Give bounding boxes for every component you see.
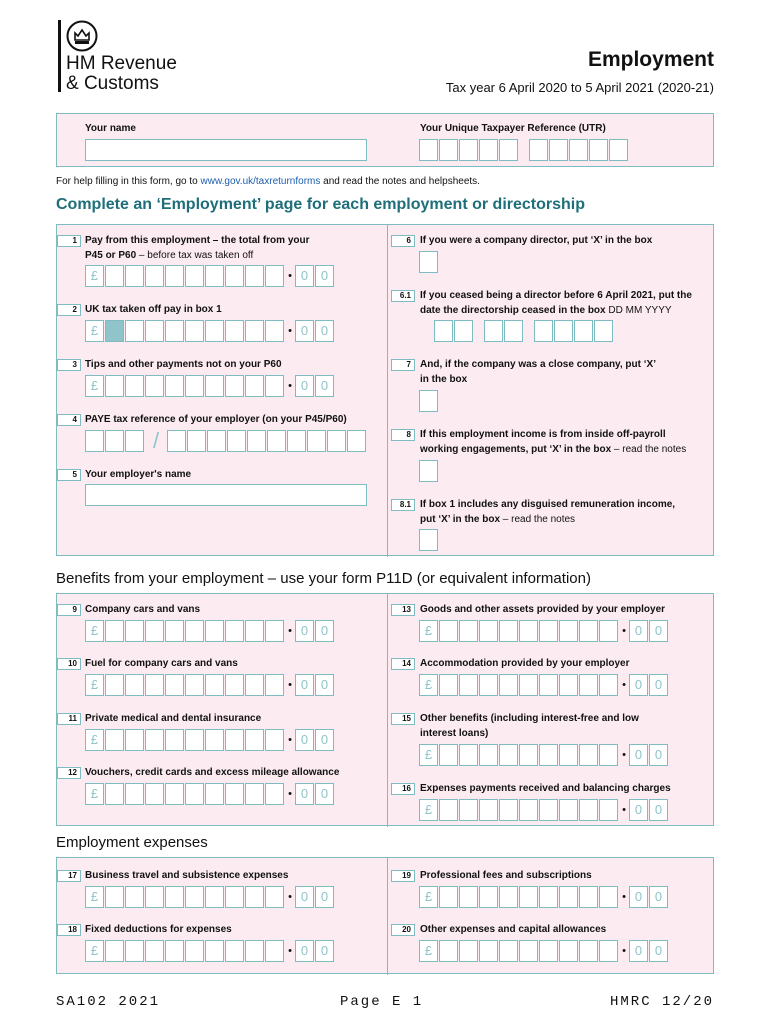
digit-cell bbox=[165, 729, 184, 751]
digit-cell bbox=[125, 886, 144, 908]
benefits-heading: Benefits from your employment – use your form P11D (or equivalent information) bbox=[56, 570, 591, 587]
digit-cell bbox=[439, 620, 458, 642]
pence-cell: 0 bbox=[315, 940, 334, 962]
pence-cell: 0 bbox=[649, 799, 668, 821]
digit-cell bbox=[165, 886, 184, 908]
digit-cell bbox=[105, 320, 124, 342]
pound-sign: £ bbox=[419, 620, 438, 642]
box-8-1-label: If box 1 includes any disguised remuneration income, put ‘X’ in the box – read the notes bbox=[420, 499, 676, 525]
crown-crest-icon bbox=[66, 20, 98, 52]
box-7-checkbox[interactable] bbox=[419, 390, 439, 412]
digit-cell bbox=[499, 620, 518, 642]
digit-cell bbox=[579, 799, 598, 821]
box-16-number: 16 bbox=[391, 783, 415, 795]
box-6-checkbox[interactable] bbox=[419, 251, 439, 273]
digit-cell bbox=[185, 620, 204, 642]
decimal-point: • bbox=[622, 679, 626, 691]
box-19-input[interactable] bbox=[419, 886, 669, 908]
decimal-point: • bbox=[288, 788, 292, 800]
box-9-number: 9 bbox=[57, 604, 81, 616]
digit-cell bbox=[265, 620, 284, 642]
identity-panel bbox=[56, 113, 714, 167]
digit-cell bbox=[185, 674, 204, 696]
digit-cell bbox=[265, 783, 284, 805]
digit-cell bbox=[499, 674, 518, 696]
your-name-input[interactable] bbox=[85, 139, 367, 161]
digit-cell bbox=[225, 320, 244, 342]
digit-cell bbox=[245, 729, 264, 751]
pound-sign: £ bbox=[419, 674, 438, 696]
decimal-point: • bbox=[288, 734, 292, 746]
digit-cell bbox=[145, 265, 164, 287]
digit-cell bbox=[105, 265, 124, 287]
decimal-point: • bbox=[288, 891, 292, 903]
pence-cell: 0 bbox=[629, 940, 648, 962]
box-19-number: 19 bbox=[391, 870, 415, 882]
pound-sign: £ bbox=[419, 886, 438, 908]
pound-sign: £ bbox=[419, 744, 438, 766]
decimal-point: • bbox=[622, 891, 626, 903]
box-8-checkbox[interactable] bbox=[419, 460, 439, 482]
pound-sign: £ bbox=[419, 940, 438, 962]
decimal-point: • bbox=[288, 325, 292, 337]
box-15-input[interactable] bbox=[419, 744, 669, 766]
box-5-label: Your employer's name bbox=[85, 469, 192, 480]
digit-cell bbox=[225, 886, 244, 908]
digit-cell bbox=[225, 375, 244, 397]
box-15-label: Other benefits (including interest-free and low interest loans) bbox=[420, 713, 639, 739]
hmrc-logo bbox=[58, 20, 198, 96]
box-11-number: 11 bbox=[57, 713, 81, 725]
box-2-input[interactable] bbox=[85, 320, 335, 342]
digit-cell bbox=[245, 375, 264, 397]
digit-cell bbox=[479, 744, 498, 766]
tax-year: Tax year 6 April 2020 to 5 April 2021 (2020-21) bbox=[445, 80, 714, 95]
digit-cell bbox=[519, 744, 538, 766]
utr-label: Your Unique Taxpayer Reference (UTR) bbox=[420, 123, 606, 134]
pence-cell: 0 bbox=[649, 940, 668, 962]
box-20-number: 20 bbox=[391, 924, 415, 936]
box-12-label: Vouchers, credit cards and excess mileage allowance bbox=[85, 767, 340, 778]
digit-cell bbox=[145, 729, 164, 751]
digit-cell bbox=[599, 799, 618, 821]
digit-cell bbox=[165, 375, 184, 397]
box-6-label: If you were a company director, put ‘X’ in the box bbox=[420, 235, 653, 246]
digit-cell bbox=[579, 886, 598, 908]
pence-cell: 0 bbox=[315, 320, 334, 342]
pound-sign: £ bbox=[85, 320, 104, 342]
decimal-point: • bbox=[288, 679, 292, 691]
page-number: Page E 1 bbox=[340, 994, 424, 1010]
form-version: HMRC 12/20 bbox=[609, 994, 714, 1010]
digit-cell bbox=[225, 620, 244, 642]
box-6-1-number: 6.1 bbox=[391, 290, 415, 302]
box-14-label: Accommodation provided by your employer bbox=[420, 658, 630, 669]
box-1-label: Pay from this employment – the total from your P45 or P60 – before tax was taken off bbox=[85, 235, 310, 261]
box-16-input[interactable] bbox=[419, 799, 669, 821]
digit-cell bbox=[105, 375, 124, 397]
pence-cell: 0 bbox=[295, 940, 314, 962]
pound-sign: £ bbox=[85, 783, 104, 805]
box-9-input[interactable] bbox=[85, 620, 335, 642]
digit-cell bbox=[439, 674, 458, 696]
pence-cell: 0 bbox=[315, 620, 334, 642]
digit-cell bbox=[539, 886, 558, 908]
digit-cell bbox=[205, 674, 224, 696]
decimal-point: • bbox=[288, 625, 292, 637]
box-14-number: 14 bbox=[391, 658, 415, 670]
pound-sign: £ bbox=[85, 674, 104, 696]
digit-cell bbox=[145, 886, 164, 908]
box-12-number: 12 bbox=[57, 767, 81, 779]
pence-cell: 0 bbox=[315, 729, 334, 751]
pence-cell: 0 bbox=[315, 886, 334, 908]
pence-cell: 0 bbox=[649, 674, 668, 696]
digit-cell bbox=[225, 940, 244, 962]
box-6-1-label: If you ceased being a director before 6 April 2021, put the date the directorship ceased in the box DD MM YYYY bbox=[420, 290, 692, 316]
box-4-label: PAYE tax reference of your employer (on your P45/P60) bbox=[85, 414, 347, 425]
box-8-1-checkbox[interactable] bbox=[419, 529, 439, 551]
logo-bar bbox=[58, 20, 61, 92]
digit-cell bbox=[519, 799, 538, 821]
digit-cell bbox=[185, 940, 204, 962]
digit-cell bbox=[245, 620, 264, 642]
digit-cell bbox=[579, 674, 598, 696]
pence-cell: 0 bbox=[315, 783, 334, 805]
digit-cell bbox=[125, 674, 144, 696]
pence-cell: 0 bbox=[629, 620, 648, 642]
digit-cell bbox=[225, 783, 244, 805]
digit-cell bbox=[125, 265, 144, 287]
pence-cell: 0 bbox=[295, 729, 314, 751]
pence-cell: 0 bbox=[315, 375, 334, 397]
digit-cell bbox=[105, 729, 124, 751]
digit-cell bbox=[225, 674, 244, 696]
digit-cell bbox=[145, 783, 164, 805]
benefits-panel bbox=[56, 593, 714, 826]
box-3-number: 3 bbox=[57, 359, 81, 371]
form-code: SA102 2021 bbox=[56, 994, 161, 1010]
digit-cell bbox=[559, 744, 578, 766]
digit-cell bbox=[265, 674, 284, 696]
digit-cell bbox=[125, 320, 144, 342]
pence-cell: 0 bbox=[295, 265, 314, 287]
employment-heading: Complete an ‘Employment’ page for each employment or directorship bbox=[56, 196, 585, 213]
digit-cell bbox=[185, 783, 204, 805]
digit-cell bbox=[205, 729, 224, 751]
pence-cell: 0 bbox=[649, 744, 668, 766]
digit-cell bbox=[205, 886, 224, 908]
box-4-number: 4 bbox=[57, 414, 81, 426]
digit-cell bbox=[185, 886, 204, 908]
digit-cell bbox=[559, 886, 578, 908]
box-8-label: If this employment income is from inside off-payroll working engagements, put ‘X’ in the box – read the notes bbox=[420, 429, 687, 455]
decimal-point: • bbox=[622, 625, 626, 637]
digit-cell bbox=[125, 783, 144, 805]
digit-cell bbox=[125, 620, 144, 642]
column-divider bbox=[387, 594, 388, 827]
digit-cell bbox=[539, 620, 558, 642]
digit-cell bbox=[539, 674, 558, 696]
digit-cell bbox=[559, 799, 578, 821]
pence-cell: 0 bbox=[629, 674, 648, 696]
pound-sign: £ bbox=[85, 886, 104, 908]
box-18-number: 18 bbox=[57, 924, 81, 936]
box-6-1-date-input[interactable] bbox=[434, 320, 614, 342]
help-link[interactable]: www.gov.uk/taxreturnforms bbox=[200, 176, 321, 187]
digit-cell bbox=[579, 940, 598, 962]
page-title: Employment bbox=[587, 48, 714, 71]
logo-line1: HM Revenue bbox=[66, 53, 177, 74]
digit-cell bbox=[439, 744, 458, 766]
digit-cell bbox=[499, 799, 518, 821]
digit-cell bbox=[479, 620, 498, 642]
digit-cell bbox=[559, 620, 578, 642]
digit-cell bbox=[519, 674, 538, 696]
pence-cell: 0 bbox=[629, 886, 648, 908]
digit-cell bbox=[245, 940, 264, 962]
pound-sign: £ bbox=[419, 799, 438, 821]
digit-cell bbox=[439, 940, 458, 962]
digit-cell bbox=[245, 674, 264, 696]
pence-cell: 0 bbox=[295, 783, 314, 805]
digit-cell bbox=[479, 940, 498, 962]
box-11-input[interactable] bbox=[85, 729, 335, 751]
box-1-input[interactable] bbox=[85, 265, 335, 287]
digit-cell bbox=[459, 799, 478, 821]
box-13-input[interactable] bbox=[419, 620, 669, 642]
digit-cell bbox=[205, 940, 224, 962]
box-6-number: 6 bbox=[391, 235, 415, 247]
help-text bbox=[56, 176, 480, 187]
digit-cell bbox=[145, 620, 164, 642]
digit-cell bbox=[519, 940, 538, 962]
digit-cell bbox=[145, 940, 164, 962]
digit-cell bbox=[105, 674, 124, 696]
pound-sign: £ bbox=[85, 729, 104, 751]
digit-cell bbox=[145, 674, 164, 696]
digit-cell bbox=[205, 620, 224, 642]
digit-cell bbox=[579, 744, 598, 766]
box-13-number: 13 bbox=[391, 604, 415, 616]
digit-cell bbox=[539, 799, 558, 821]
pence-cell: 0 bbox=[295, 886, 314, 908]
digit-cell bbox=[165, 265, 184, 287]
digit-cell bbox=[519, 886, 538, 908]
box-17-label: Business travel and subsistence expenses bbox=[85, 870, 289, 881]
pence-cell: 0 bbox=[649, 620, 668, 642]
digit-cell bbox=[125, 940, 144, 962]
digit-cell bbox=[185, 729, 204, 751]
digit-cell bbox=[265, 375, 284, 397]
box-4-input[interactable]: / bbox=[85, 430, 367, 452]
digit-cell bbox=[165, 783, 184, 805]
digit-cell bbox=[579, 620, 598, 642]
box-5-number: 5 bbox=[57, 469, 81, 481]
pence-cell: 0 bbox=[295, 320, 314, 342]
box-10-input[interactable] bbox=[85, 674, 335, 696]
box-1-number: 1 bbox=[57, 235, 81, 247]
digit-cell bbox=[559, 940, 578, 962]
digit-cell bbox=[459, 886, 478, 908]
decimal-point: • bbox=[622, 945, 626, 957]
utr-input[interactable] bbox=[419, 139, 629, 161]
digit-cell bbox=[145, 320, 164, 342]
box-3-input[interactable] bbox=[85, 375, 335, 397]
digit-cell bbox=[599, 620, 618, 642]
digit-cell bbox=[245, 265, 264, 287]
digit-cell bbox=[245, 320, 264, 342]
digit-cell bbox=[125, 729, 144, 751]
digit-cell bbox=[125, 375, 144, 397]
expenses-heading: Employment expenses bbox=[56, 834, 208, 851]
pence-cell: 0 bbox=[295, 674, 314, 696]
digit-cell bbox=[439, 799, 458, 821]
box-9-label: Company cars and vans bbox=[85, 604, 201, 615]
decimal-point: • bbox=[622, 749, 626, 761]
box-14-input[interactable] bbox=[419, 674, 669, 696]
pound-sign: £ bbox=[85, 940, 104, 962]
pence-cell: 0 bbox=[295, 375, 314, 397]
column-divider bbox=[387, 225, 388, 557]
help-prefix: For help filling in this form, go to bbox=[56, 176, 201, 187]
box-17-input[interactable] bbox=[85, 886, 335, 908]
logo-line2: & Customs bbox=[66, 73, 159, 94]
box-15-number: 15 bbox=[391, 713, 415, 725]
digit-cell bbox=[459, 674, 478, 696]
box-2-label: UK tax taken off pay in box 1 bbox=[85, 304, 222, 315]
digit-cell bbox=[165, 320, 184, 342]
box-2-number: 2 bbox=[57, 304, 81, 316]
box-20-label: Other expenses and capital allowances bbox=[420, 924, 607, 935]
help-suffix: and read the notes and helpsheets. bbox=[320, 176, 480, 187]
digit-cell bbox=[245, 886, 264, 908]
digit-cell bbox=[519, 620, 538, 642]
digit-cell bbox=[539, 940, 558, 962]
digit-cell bbox=[479, 886, 498, 908]
digit-cell bbox=[245, 783, 264, 805]
pence-cell: 0 bbox=[649, 886, 668, 908]
digit-cell bbox=[205, 320, 224, 342]
pound-sign: £ bbox=[85, 375, 104, 397]
decimal-point: • bbox=[288, 945, 292, 957]
digit-cell bbox=[499, 886, 518, 908]
digit-cell bbox=[599, 940, 618, 962]
digit-cell bbox=[539, 744, 558, 766]
digit-cell bbox=[459, 620, 478, 642]
digit-cell bbox=[265, 940, 284, 962]
digit-cell bbox=[479, 674, 498, 696]
box-18-input[interactable] bbox=[85, 940, 335, 962]
box-16-label: Expenses payments received and balancing charges bbox=[420, 783, 671, 794]
digit-cell bbox=[225, 729, 244, 751]
digit-cell bbox=[499, 744, 518, 766]
digit-cell bbox=[479, 799, 498, 821]
box-10-label: Fuel for company cars and vans bbox=[85, 658, 238, 669]
box-17-number: 17 bbox=[57, 870, 81, 882]
box-19-label: Professional fees and subscriptions bbox=[420, 870, 592, 881]
digit-cell bbox=[459, 744, 478, 766]
box-8-1-number: 8.1 bbox=[391, 499, 415, 511]
digit-cell bbox=[105, 620, 124, 642]
decimal-point: • bbox=[288, 270, 292, 282]
digit-cell bbox=[185, 375, 204, 397]
digit-cell bbox=[185, 320, 204, 342]
pence-cell: 0 bbox=[315, 265, 334, 287]
your-name-label: Your name bbox=[85, 123, 136, 134]
box-7-number: 7 bbox=[391, 359, 415, 371]
pence-cell: 0 bbox=[295, 620, 314, 642]
digit-cell bbox=[105, 940, 124, 962]
expenses-panel bbox=[56, 857, 714, 974]
box-5-input[interactable] bbox=[85, 484, 367, 506]
decimal-point: • bbox=[288, 380, 292, 392]
employment-panel bbox=[56, 224, 714, 556]
pound-sign: £ bbox=[85, 265, 104, 287]
box-7-label: And, if the company was a close company, put ‘X’ in the box bbox=[420, 359, 656, 385]
digit-cell bbox=[559, 674, 578, 696]
pence-cell: 0 bbox=[315, 674, 334, 696]
digit-cell bbox=[105, 783, 124, 805]
digit-cell bbox=[265, 265, 284, 287]
digit-cell bbox=[265, 729, 284, 751]
digit-cell bbox=[165, 940, 184, 962]
pence-cell: 0 bbox=[629, 799, 648, 821]
box-20-input[interactable] bbox=[419, 940, 669, 962]
digit-cell bbox=[459, 940, 478, 962]
digit-cell bbox=[145, 375, 164, 397]
digit-cell bbox=[105, 886, 124, 908]
box-18-label: Fixed deductions for expenses bbox=[85, 924, 232, 935]
decimal-point: • bbox=[622, 804, 626, 816]
digit-cell bbox=[205, 375, 224, 397]
digit-cell bbox=[205, 265, 224, 287]
digit-cell bbox=[165, 620, 184, 642]
digit-cell bbox=[599, 674, 618, 696]
digit-cell bbox=[499, 940, 518, 962]
box-10-number: 10 bbox=[57, 658, 81, 670]
digit-cell bbox=[265, 320, 284, 342]
box-11-label: Private medical and dental insurance bbox=[85, 713, 262, 724]
digit-cell bbox=[225, 265, 244, 287]
box-13-label: Goods and other assets provided by your employer bbox=[420, 604, 666, 615]
box-8-number: 8 bbox=[391, 429, 415, 441]
digit-cell bbox=[205, 783, 224, 805]
pence-cell: 0 bbox=[629, 744, 648, 766]
digit-cell bbox=[265, 886, 284, 908]
digit-cell bbox=[599, 886, 618, 908]
digit-cell bbox=[439, 886, 458, 908]
digit-cell bbox=[185, 265, 204, 287]
pound-sign: £ bbox=[85, 620, 104, 642]
digit-cell bbox=[599, 744, 618, 766]
column-divider bbox=[387, 858, 388, 975]
box-12-input[interactable] bbox=[85, 783, 335, 805]
digit-cell bbox=[165, 674, 184, 696]
box-3-label: Tips and other payments not on your P60 bbox=[85, 359, 282, 370]
